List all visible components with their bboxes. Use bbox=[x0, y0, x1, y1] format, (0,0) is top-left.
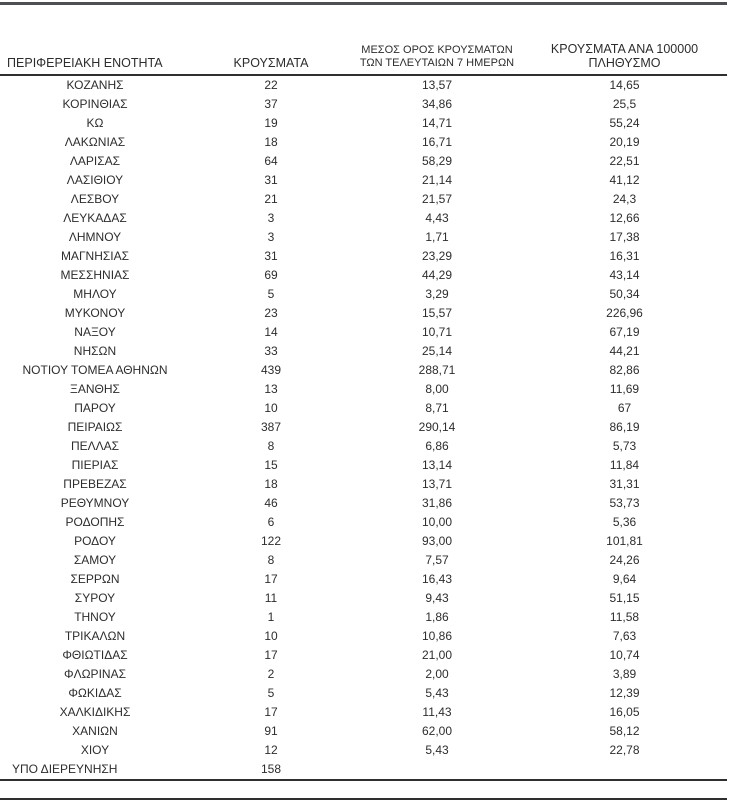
per100k-cell: 12,39 bbox=[609, 686, 640, 700]
avg7-cell: 9,43 bbox=[425, 591, 449, 605]
avg7-cell: 4,43 bbox=[425, 211, 449, 225]
region-cell: ΠΑΡΟΥ bbox=[74, 401, 116, 415]
cases-cell: 439 bbox=[260, 363, 282, 377]
region-cell: ΝΑΞΟΥ bbox=[74, 325, 116, 339]
cases-cell: 33 bbox=[264, 344, 278, 358]
region-cell: ΝΟΤΙΟΥ ΤΟΜΕΑ ΑΘΗΝΩΝ bbox=[22, 363, 168, 377]
region-cell: ΥΠΟ ΔΙΕΡΕΥΝΗΣΗ bbox=[0, 760, 190, 780]
per100k-cell: 31,31 bbox=[609, 477, 640, 491]
region-cell: ΡΟΔΟΥ bbox=[74, 534, 116, 548]
avg7-cell: 21,00 bbox=[421, 648, 453, 662]
table-row bbox=[0, 570, 727, 589]
table-body bbox=[0, 75, 727, 780]
table-row bbox=[0, 665, 727, 684]
table-row bbox=[0, 456, 727, 475]
region-cell: ΝΗΣΩΝ bbox=[73, 344, 117, 358]
cases-cell: 23 bbox=[264, 306, 278, 320]
per100k-cell: 11,58 bbox=[609, 610, 640, 624]
avg7-cell: 21,14 bbox=[421, 173, 453, 187]
cases-cell: 387 bbox=[260, 420, 282, 434]
column-header-cases-label: ΚΡΟΥΣΜΑΤΑ bbox=[233, 56, 309, 70]
avg7-cell: 34,86 bbox=[421, 97, 453, 111]
region-cell: ΣΑΜΟΥ bbox=[73, 553, 117, 567]
per100k-cell: 16,05 bbox=[609, 705, 640, 719]
per100k-cell: 67 bbox=[617, 401, 632, 415]
region-cell: ΜΑΓΝΗΣΙΑΣ bbox=[60, 249, 130, 263]
region-cell: ΠΕΛΛΑΣ bbox=[70, 439, 120, 453]
cases-cell: 17 bbox=[264, 705, 278, 719]
cases-cell: 46 bbox=[264, 496, 278, 510]
avg7-cell: 5,43 bbox=[425, 743, 449, 757]
avg7-cell: 10,86 bbox=[421, 629, 453, 643]
per100k-cell: 22,78 bbox=[609, 743, 640, 757]
per100k-cell: 9,64 bbox=[612, 572, 637, 586]
per100k-cell: 86,19 bbox=[609, 420, 640, 434]
region-cell: ΣΕΡΡΩΝ bbox=[70, 572, 120, 586]
cases-cell: 1 bbox=[267, 610, 275, 624]
cases-cell: 91 bbox=[264, 724, 278, 738]
table-row bbox=[0, 608, 727, 627]
avg7-cell: 10,00 bbox=[421, 515, 453, 529]
table-row bbox=[0, 361, 727, 380]
cases-cell: 11 bbox=[264, 591, 278, 605]
table-row bbox=[0, 494, 727, 513]
avg7-cell: 8,71 bbox=[425, 401, 449, 415]
region-cell: ΜΕΣΣΗΝΙΑΣ bbox=[60, 268, 130, 282]
region-cell: ΚΟΖΑΝΗΣ bbox=[66, 78, 124, 92]
cases-cell: 8 bbox=[267, 439, 275, 453]
region-cell: ΜΥΚΟΝΟΥ bbox=[64, 306, 126, 320]
avg7-cell: 21,57 bbox=[421, 192, 453, 206]
region-cell: ΤΡΙΚΑΛΩΝ bbox=[64, 629, 126, 643]
table-row bbox=[0, 285, 727, 304]
region-cell: ΛΕΥΚΑΔΑΣ bbox=[63, 211, 127, 225]
avg7-cell: 31,86 bbox=[421, 496, 453, 510]
cases-cell: 69 bbox=[264, 268, 278, 282]
cases-cell: 10 bbox=[264, 629, 278, 643]
table-row bbox=[0, 589, 727, 608]
per100k-cell: 22,51 bbox=[609, 154, 640, 168]
per100k-cell: 12,66 bbox=[609, 211, 640, 225]
avg7-cell: 1,86 bbox=[425, 610, 449, 624]
table-row bbox=[0, 209, 727, 228]
region-cell: ΛΑΡΙΣΑΣ bbox=[69, 154, 121, 168]
table-row bbox=[0, 551, 727, 570]
cases-cell: 18 bbox=[264, 135, 278, 149]
per100k-cell: 20,19 bbox=[609, 135, 640, 149]
cases-cell: 5 bbox=[267, 287, 275, 301]
column-header-avg7-line1: ΜΕΣΟΣ ΟΡΟΣ ΚΡΟΥΣΜΑΤΩΝ bbox=[361, 44, 513, 56]
per100k-cell: 51,15 bbox=[609, 591, 640, 605]
column-header-avg7 bbox=[352, 5, 522, 75]
region-cell: ΛΑΣΙΘΙΟΥ bbox=[66, 173, 124, 187]
table-row bbox=[0, 741, 727, 760]
cases-cell: 64 bbox=[264, 154, 278, 168]
avg7-cell: 288,71 bbox=[418, 363, 456, 377]
per100k-cell: 43,14 bbox=[609, 268, 640, 282]
avg7-cell: 3,29 bbox=[425, 287, 449, 301]
table-row bbox=[0, 95, 727, 114]
table-row bbox=[0, 266, 727, 285]
table-row bbox=[0, 703, 727, 722]
column-header-per100k bbox=[522, 5, 727, 75]
cases-cell: 10 bbox=[264, 401, 278, 415]
per100k-cell: 5,36 bbox=[612, 515, 637, 529]
avg7-cell: 10,71 bbox=[421, 325, 453, 339]
avg7-cell: 58,29 bbox=[421, 154, 453, 168]
table-row bbox=[0, 532, 727, 551]
table-row bbox=[0, 304, 727, 323]
table-row bbox=[0, 760, 727, 780]
regional-cases-table bbox=[0, 5, 727, 781]
table-row bbox=[0, 75, 727, 95]
table-row bbox=[0, 722, 727, 741]
table-row bbox=[0, 323, 727, 342]
cases-cell: 21 bbox=[264, 192, 278, 206]
avg7-cell: 13,14 bbox=[421, 458, 453, 472]
cases-cell: 37 bbox=[264, 97, 278, 111]
per100k-cell: 82,86 bbox=[609, 363, 640, 377]
per100k-cell: 7,63 bbox=[612, 629, 637, 643]
avg7-cell: 290,14 bbox=[418, 420, 456, 434]
cases-cell: 3 bbox=[267, 230, 275, 244]
per100k-cell: 10,74 bbox=[609, 648, 640, 662]
table-row bbox=[0, 684, 727, 703]
table-row bbox=[0, 399, 727, 418]
region-cell: ΤΗΝΟΥ bbox=[74, 610, 116, 624]
region-cell: ΦΩΚΙΔΑΣ bbox=[68, 686, 122, 700]
cases-cell: 15 bbox=[264, 458, 278, 472]
region-cell: ΧΑΛΚΙΔΙΚΗΣ bbox=[59, 705, 131, 719]
region-cell: ΚΟΡΙΝΘΙΑΣ bbox=[62, 97, 128, 111]
region-cell: ΧΑΝΙΩΝ bbox=[72, 724, 118, 738]
avg7-cell: 7,57 bbox=[425, 553, 449, 567]
region-cell: ΠΡΕΒΕΖΑΣ bbox=[63, 477, 127, 491]
avg7-cell: 25,14 bbox=[421, 344, 453, 358]
per100k-cell: 55,24 bbox=[609, 116, 640, 130]
column-header-region-label: ΠΕΡΙΦΕΡΕΙΑΚΗ ΕΝΟΤΗΤΑ bbox=[7, 56, 163, 70]
table-row bbox=[0, 133, 727, 152]
avg7-cell: 16,43 bbox=[421, 572, 453, 586]
cases-cell: 2 bbox=[267, 667, 275, 681]
per100k-cell: 101,81 bbox=[606, 534, 643, 548]
per100k-cell: 3,89 bbox=[612, 667, 637, 681]
per100k-cell: 11,84 bbox=[609, 458, 640, 472]
table-row bbox=[0, 418, 727, 437]
per100k-cell: 50,34 bbox=[609, 287, 640, 301]
region-cell: ΦΛΩΡΙΝΑΣ bbox=[64, 667, 126, 681]
avg7-cell: 14,71 bbox=[421, 116, 453, 130]
region-cell: ΛΕΣΒΟΥ bbox=[70, 192, 120, 206]
region-cell: ΠΕΙΡΑΙΩΣ bbox=[67, 420, 123, 434]
per100k-cell: 67,19 bbox=[609, 325, 640, 339]
table-row bbox=[0, 114, 727, 133]
column-header-cases bbox=[190, 5, 352, 75]
per100k-cell: 24,26 bbox=[609, 553, 640, 567]
header-row bbox=[0, 5, 727, 75]
table-row bbox=[0, 475, 727, 494]
per100k-cell: 44,21 bbox=[609, 344, 640, 358]
table-row bbox=[0, 627, 727, 646]
avg7-cell: 15,57 bbox=[421, 306, 453, 320]
cases-cell: 31 bbox=[264, 249, 278, 263]
cases-cell: 158 bbox=[190, 760, 352, 780]
cases-cell: 22 bbox=[264, 78, 278, 92]
table-row bbox=[0, 190, 727, 209]
avg7-cell bbox=[352, 760, 522, 780]
table-row bbox=[0, 380, 727, 399]
per100k-cell: 226,96 bbox=[606, 306, 643, 320]
avg7-cell: 6,86 bbox=[425, 439, 449, 453]
cases-cell: 12 bbox=[264, 743, 278, 757]
table-row bbox=[0, 342, 727, 361]
avg7-cell: 8,00 bbox=[425, 382, 449, 396]
column-header-region bbox=[0, 5, 190, 75]
region-cell: ΚΩ bbox=[86, 116, 104, 130]
table-header bbox=[0, 5, 727, 75]
region-cell: ΧΙΟΥ bbox=[80, 743, 110, 757]
per100k-cell: 5,73 bbox=[612, 439, 637, 453]
per100k-cell: 24,3 bbox=[612, 192, 637, 206]
region-cell: ΦΘΙΩΤΙΔΑΣ bbox=[62, 648, 128, 662]
table-row bbox=[0, 646, 727, 665]
region-cell: ΡΕΘΥΜΝΟΥ bbox=[60, 496, 130, 510]
cases-cell: 17 bbox=[264, 648, 278, 662]
cases-cell: 17 bbox=[264, 572, 278, 586]
table-row bbox=[0, 228, 727, 247]
table-row bbox=[0, 513, 727, 532]
cases-cell: 8 bbox=[267, 553, 275, 567]
column-header-avg7-line2: ΤΩΝ ΤΕΛΕΥΤΑΙΩΝ 7 ΗΜΕΡΩΝ bbox=[359, 57, 515, 69]
per100k-cell bbox=[522, 760, 727, 780]
column-header-per100k-line1: ΚΡΟΥΣΜΑΤΑ ΑΝΑ 100000 bbox=[550, 42, 699, 56]
per100k-cell: 58,12 bbox=[609, 724, 640, 738]
region-cell: ΣΥΡΟΥ bbox=[74, 591, 116, 605]
avg7-cell: 13,57 bbox=[421, 78, 453, 92]
region-cell: ΞΑΝΘΗΣ bbox=[70, 382, 120, 396]
avg7-cell: 44,29 bbox=[421, 268, 453, 282]
cases-cell: 19 bbox=[264, 116, 278, 130]
table-row bbox=[0, 171, 727, 190]
region-cell: ΛΑΚΩΝΙΑΣ bbox=[64, 135, 126, 149]
avg7-cell: 13,71 bbox=[421, 477, 453, 491]
per100k-cell: 17,38 bbox=[609, 230, 640, 244]
per100k-cell: 41,12 bbox=[609, 173, 640, 187]
table-row bbox=[0, 152, 727, 171]
cases-cell: 6 bbox=[267, 515, 275, 529]
avg7-cell: 62,00 bbox=[421, 724, 453, 738]
cases-cell: 5 bbox=[267, 686, 275, 700]
avg7-cell: 2,00 bbox=[425, 667, 449, 681]
per100k-cell: 53,73 bbox=[609, 496, 640, 510]
cases-cell: 13 bbox=[264, 382, 278, 396]
region-cell: ΛΗΜΝΟΥ bbox=[68, 230, 122, 244]
cases-cell: 14 bbox=[264, 325, 278, 339]
region-cell: ΡΟΔΟΠΗΣ bbox=[65, 515, 125, 529]
table-row bbox=[0, 437, 727, 456]
region-cell: ΜΗΛΟΥ bbox=[73, 287, 117, 301]
cases-cell: 122 bbox=[260, 534, 282, 548]
cases-cell: 3 bbox=[267, 211, 275, 225]
column-header-per100k-line2: ΠΛΗΘΥΣΜΟ bbox=[588, 56, 661, 70]
avg7-cell: 11,43 bbox=[422, 705, 452, 719]
avg7-cell: 16,71 bbox=[421, 135, 453, 149]
bottom-divider bbox=[0, 798, 727, 800]
per100k-cell: 11,69 bbox=[609, 382, 640, 396]
cases-cell: 18 bbox=[264, 477, 278, 491]
region-cell: ΠΙΕΡΙΑΣ bbox=[71, 458, 119, 472]
per100k-cell: 25,5 bbox=[612, 97, 637, 111]
per100k-cell: 16,31 bbox=[609, 249, 640, 263]
table-row bbox=[0, 247, 727, 266]
avg7-cell: 1,71 bbox=[425, 230, 449, 244]
avg7-cell: 23,29 bbox=[421, 249, 453, 263]
avg7-cell: 93,00 bbox=[421, 534, 453, 548]
cases-cell: 31 bbox=[264, 173, 278, 187]
per100k-cell: 14,65 bbox=[609, 78, 640, 92]
avg7-cell: 5,43 bbox=[425, 686, 449, 700]
